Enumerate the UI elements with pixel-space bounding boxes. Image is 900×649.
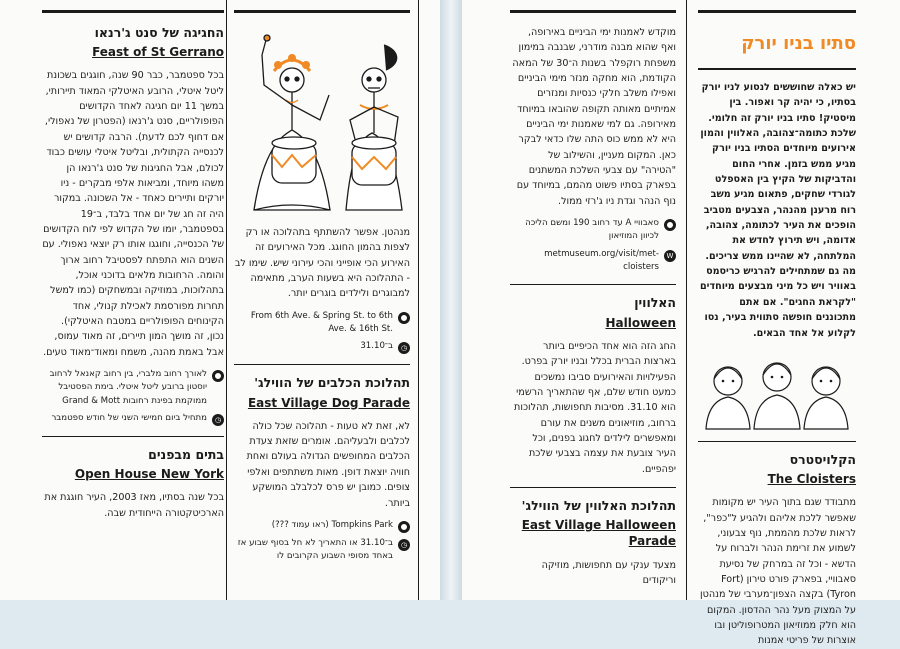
clock-icon: ◷ xyxy=(212,414,224,426)
right-page-column-2 xyxy=(698,0,856,647)
dog-parade-date-row xyxy=(234,537,410,564)
parade-location-row xyxy=(234,310,410,337)
left-page xyxy=(0,0,440,600)
column-divider xyxy=(418,0,419,600)
location-pin-icon xyxy=(664,219,676,231)
gennaro-date: מתחיל ביום חמישי השני של חודש ספטמבר xyxy=(51,412,207,423)
parade-continuation-text: מנהטן. אפשר להשתתף בתהלוכה או רק לצפות בהמון החוגג. מכל האירועים זה האירוע הכי אופייני והכי עירוני שיש. שימו לב - התהלוכה היא בשעות הערב, מתאימה למבוגרים ולילדים בוגרים יותר. xyxy=(234,227,410,300)
right-page-column-1 xyxy=(510,0,676,600)
book-gutter xyxy=(440,0,462,600)
dog-parade-title-he: תהלוכת הכלבים של הווילג' xyxy=(254,375,410,391)
dog-parade-body: לא, זאת לא טעות - תהלוכה שכל כולה לכלבים ולבעליהם. אומרים שזאת צעדת הכלבים המחופשים הגדולה בעולם ואחת חוויה יוצאת דופן. מאות משתתפים ואלפי צופים. כמובן יש פרס לכלבלב המושקע ביותר. xyxy=(246,420,410,509)
top-rule xyxy=(42,10,224,13)
clock-icon: ◷ xyxy=(398,539,410,551)
medieval-busts-illustration xyxy=(698,351,856,431)
parade-date: ב־31.10 xyxy=(360,341,393,352)
gennaro-title-en: Feast of St Gerrano xyxy=(92,45,224,60)
open-house-title-en: Open House New York xyxy=(74,467,224,482)
cloisters-title-en: The Cloisters xyxy=(767,472,856,487)
clock-icon: ◷ xyxy=(398,342,410,354)
ev-halloween-body: מצעד ענקי עם תחפושות, מוזיקה וריקודים xyxy=(541,559,676,586)
location-pin-icon xyxy=(398,312,410,324)
title-underline xyxy=(698,68,856,70)
website-icon: W xyxy=(664,250,676,262)
cloisters-body: מתבודד שגם בתוך העיר יש מקומות שאפשר ללכת אליהם ולהגיע ל"כפר", לראות שלכת מהממת, נוף צבעוני, לשמוע את זרימת הנהר ולברוח על הדשא - וכל זה במרחק של נסיעת סאבוויי, בפארק פורט טירון (Fort Tyron) בקצה הצפון־מערבי של מנהטן על המצוק מעל נהר ההדסון. המקום הוא חלק ממוזיאון המטרופוליטן ובו אוצרות של פריטי אמנות xyxy=(700,497,856,647)
gennaro-location-row xyxy=(42,368,224,408)
column-divider xyxy=(686,0,687,600)
cloisters-continuation-text: מוקדש לאמנות ימי הביניים באירופה, ואף שהוא מבנה מודרני, שבנבה במימון משפחת רוקפלר בשנות ה־30 של המאה הקודמת, הוא מחקה מנזר מימי הביניים ואפילו משלב חלקי כנסיות ומנזרים אמיתיים מאותה תקופה שהובאו במיוחד מאירופה. גם למי שאמנות ימי הביניים היא לא ממש כוס התה שלו כדאי לבקר כאן. המקום מעניין, והשילוב של "הטירה" עם צבעי השלכת המשתנים בפארק בסתיו פשוט מהמם, במיוחד עם נוף הנהר וגדת ניו ג'רזי ממול. xyxy=(512,27,676,207)
parade-location: From 6th Ave. & Spring St. to 6th Ave. & 16th St. xyxy=(250,310,393,335)
met-transport: סאבוויי A עד רחוב 190 ומשם הליכה לכיוון המוזיאון xyxy=(525,218,659,242)
section-divider xyxy=(234,364,410,365)
met-transport-row xyxy=(510,217,676,244)
met-website-link[interactable]: metmuseum.org/visit/met-cloisters xyxy=(544,248,659,273)
met-website-row xyxy=(510,248,676,275)
skeleton-drummers-illustration xyxy=(234,25,410,225)
open-house-body: בכל שנה בסתיו, מאז 2003, העיר חוגגת את הארכיטקטורה הייחודית שבה. xyxy=(44,492,224,519)
gennaro-location: לאורך רחוב מלברי, בין רחוב קאנאל לרחוב יוסטון ברובע ליטל איטלי. בימת הפסטיבל ממוקמת בפינת רחובות Grand & Mott xyxy=(49,368,207,406)
page-main-title: סתיו בניו יורק xyxy=(741,33,856,54)
intro-paragraph: יש כאלה שחוששים לנסוע לניו יורק בסתיו, כי יהיה קר ואפור. בין מיסטיק! סתיו בניו יורק זה חלומי. שלכת כתומה־צהובה, האלווין והמון אירועים מיוחדים הסתיו בניו יורק מגיע ממש בזמן. אחרי החום והדביקות של הקיץ בין האספלט לגורדי שחקים, פתאום מגיע משב רוח מרענן מהנהר, הצבעים מטביב הופכים את העיר לכתומה, צהובה, אדומה, ויש תירוץ לחדש את המלתחה, לא שהיינו ממש צריכים. מה גם שמתחילים להרגיש כריסמס באוויר ויש כל מיני מבצעים מיוחדים "לקראת החגים". אם אתם מתכוננים חופשה סתווית בעיר, נסו לקלוע אל אחד הבאים. xyxy=(699,82,856,339)
column-divider xyxy=(226,0,227,600)
top-rule xyxy=(510,10,676,13)
halloween-title-he: האלווין xyxy=(634,295,676,311)
section-divider xyxy=(510,284,676,285)
gennaro-date-row xyxy=(42,412,224,426)
ev-halloween-title-he: תהלוכת האלווין של הווילג' xyxy=(521,497,676,513)
top-rule xyxy=(698,10,856,13)
open-house-title-he: בתים מבפנים xyxy=(148,446,224,462)
dog-parade-title-en: East Village Dog Parade xyxy=(247,395,410,410)
section-divider xyxy=(698,441,856,442)
parade-date-row xyxy=(234,340,410,354)
ev-halloween-title-en: East Village Halloween Parade xyxy=(521,518,676,549)
halloween-title-en: Halloween xyxy=(605,315,676,330)
gennaro-body: בכל ספטמבר, כבר 90 שנה, חוגגים בשכונת ליטל איטלי, הרובע האיטלקי המאוד תיירותי, במשך 11 יום חגיגה לאחד הקדושים הפופולריים, סנט ג'רנאו (הפטרון של נאפולי, אם דחוף לכם לדעת). הרבה קדושים יש לכנסייה הקתולית, ובליטל איטלי עושים כבוד לכולם, אבל החגיגות של סנט ג'רנאו הן משהו מיוחד, ומביאות אלפי מבקרים - ניו יורקים ותיירים כאחד - אל השכונה. במקור היה זה חג של יום אחד בלבד, ב־19 בספטמבר, יומו של הקדוש לפי לוח הקדושים של הכנסייה, וחוגגו אותו רק יוצאי נאפולי. עם השנים הוא התפתח לפסטיבל רחוב ארוך והומה. הרחובות מלאים בדוכני אוכל, בתהלוכות, במוזיקה ובמשחקים (כמו למשל תחרות מפורסמת לאכילת קנולי, אחד הקינוחים הפופולריים במטבח האיטלקי). נכון, זה מושך המון תיירים, זה מאוד עמוס, אבל באמת מהנה, משמח ומאוד־מאוד טעים. xyxy=(42,70,224,358)
top-rule xyxy=(234,10,410,13)
right-page xyxy=(462,0,900,647)
dog-parade-location: Tompkins Park (ראו עמוד ???) xyxy=(271,519,393,530)
cloisters-title-he: הקלויסטרס xyxy=(789,451,856,467)
location-pin-icon xyxy=(212,370,224,382)
gennaro-title-he: החגיגה של סנט ג'רנאו xyxy=(94,25,224,40)
left-page-column-1 xyxy=(42,0,224,600)
halloween-body: החג הזה הוא אחד הכיפיים ביותר בארצות הברית בכלל ובניו יורק בפרט. הפעילויות והאירועים סביבו נמשכים כמעט חודש שלם, אף שהתאריך הרשמי הוא 31.10. מסיבות תחפושות, תהלוכות ברחוב, מוזיאונים משנים את עורם ומאפשרים לילדים לחגוג בפנים, וכל העיר צובעת את עצמה בצבעי שלכת יפהפיים. xyxy=(514,340,676,475)
section-divider xyxy=(42,436,224,437)
dog-parade-location-row xyxy=(234,519,410,533)
left-page-column-2 xyxy=(234,0,410,600)
location-pin-icon xyxy=(398,521,410,533)
section-divider xyxy=(510,487,676,488)
dog-parade-date: ב־31.10 או התאריך לא חל בסוף שבוע אז באחד מסופי השבוע הקרובים לו xyxy=(237,537,393,562)
